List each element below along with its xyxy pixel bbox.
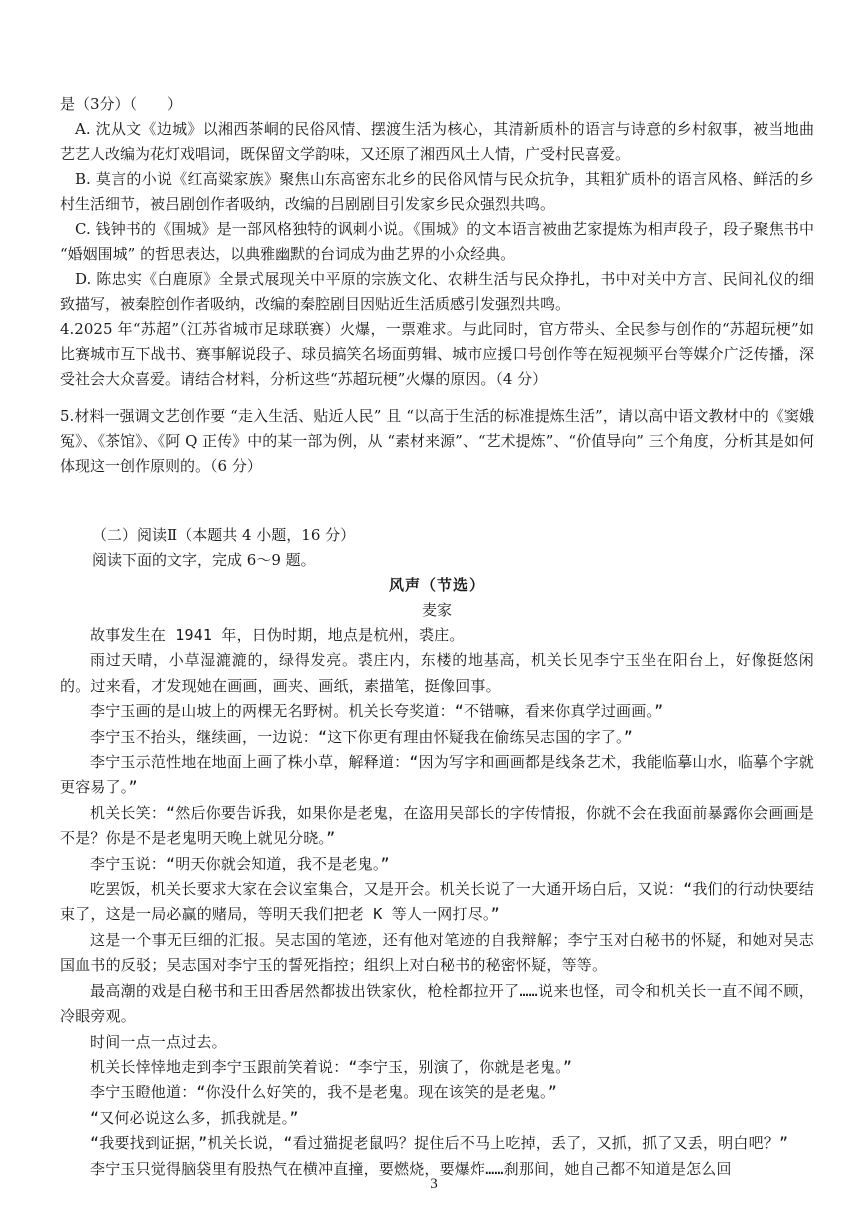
story-author: 麦家	[421, 601, 452, 619]
question-3-tail: 是（3分）（ ）	[60, 95, 183, 113]
section-instruction: 阅读下面的文字，完成 6～9 题。	[92, 551, 316, 569]
story-paragraph: 李宁玉只觉得脑袋里有股热气在横冲直撞，要燃烧，要爆炸……刹那间，她自己都不知道是怎么回	[90, 1159, 732, 1178]
story-title: 风声（节选）	[388, 576, 485, 594]
story-paragraph: 故事发生在 1941 年，日伪时期，地点是杭州，裘庄。	[90, 626, 465, 644]
story-paragraph: 机关长悻悻地走到李宁玉跟前笑着说：“李宁玉，别演了，你就是老鬼。”	[90, 1057, 573, 1076]
story-paragraph: 雨过天晴，小草湿漉漉的，绿得发亮。裘庄内，东楼的地基高，机关长见李宁玉坐在阳台上，好像挺悠闲的。过来看，才发现她在画画，画夹、画纸，素描笔，挺像回事。	[60, 651, 814, 695]
option-b: B. 莫言的小说《红高粱家族》聚焦山东高密东北乡的民俗风情与民众抗争，其粗犷质朴的语言风格、鲜活的乡村生活细节，被吕剧创作者吸纳，改编的吕剧剧目引发家乡民众强烈共鸣。	[60, 170, 814, 213]
option-a: A. 沈从文《边城》以湘西茶峒的民俗风情、摆渡生活为核心，其清新质朴的语言与诗意的乡村叙事，被当地曲艺艺人改编为花灯戏唱词，既保留文学韵味，又还原了湘西风土人情，广受村民喜爱。	[60, 120, 814, 163]
story-body	[60, 623, 814, 1182]
story-paragraph: 李宁玉画的是山坡上的两棵无名野树。机关长夸奖道：“不错嘛，看来你真学过画画。”	[90, 702, 664, 721]
spacer	[60, 479, 814, 523]
question-5: 5.材料一强调文艺创作要 “走入生活、贴近人民” 且 “以高于生活的标准提炼生活”，请以高中语文教材中的《窦娥冤》、《茶馆》、《阿 Q 正传》中的某一部为例，从 “素材来源”、“艺术提炼”、“价值导向” 三个角度，分析其是如何体现这一创作原则的。（6 分）	[60, 407, 814, 475]
story-paragraph: 时间一点一点过去。	[90, 1032, 227, 1051]
story-paragraph: “又何必说这么多，抓我就是。”	[90, 1108, 299, 1127]
story-paragraph: 李宁玉不抬头，继续画，一边说：“这下你更有理由怀疑我在偷练吴志国的字了。”	[90, 727, 633, 746]
story-paragraph: 李宁玉说：“明天你就会知道，我不是老鬼。”	[90, 854, 390, 873]
story-paragraph: 机关长笑：“然后你要告诉我，如果你是老鬼，在盗用吴部长的字传情报，你就不会在我面前暴露你会画画是不是？你是不是老鬼明天晚上就见分晓。”	[60, 803, 814, 848]
section-title: （二）阅读Ⅱ（本题共 4 小题，16 分）	[92, 526, 356, 544]
story-paragraph: “我要找到证据，”机关长说，“看过猫捉老鼠吗？捉住后不马上吃掉，丢了，又抓，抓了又丢，明白吧？”	[90, 1134, 789, 1153]
story-paragraph: 李宁玉示范性地在地面上画了株小草，解释道：“因为写字和画画都是线条艺术，我能临摹山水，临摹个字就更容易了。”	[60, 753, 814, 797]
story-paragraph: 吃罢饭，机关长要求大家在会议室集合，又是开会。机关长说了一大通开场白后，又说：“我们的行动快要结束了，这是一局必赢的赌局，等明天我们把老 K 等人一网打尽。”	[60, 880, 814, 924]
page-number: 3	[430, 1176, 438, 1192]
spacer	[60, 392, 814, 404]
question-4: 4.2025 年“苏超”（江苏省城市足球联赛）火爆，一票难求。与此同时，官方带头、全民参与创作的“苏超玩梗”如比赛城市互下战书、赛事解说段子、球员搞笑名场面剪辑、城市应援口号创作等在短视频平台等媒介广泛传播，深受社会大众喜爱。请结合材料，分析这些“苏超玩梗”火爆的原因。（4 分）	[60, 320, 814, 388]
story-paragraph: 最高潮的戏是白秘书和王田香居然都拔出铁家伙，枪栓都拉开了……说来也怪，司令和机关长一直不闻不顾，冷眼旁观。	[60, 981, 814, 1026]
exam-page	[60, 92, 814, 1182]
story-paragraph: 这是一个事无巨细的汇报。吴志国的笔迹，还有他对笔迹的自我辩解；李宁玉对白秘书的怀疑，和她对吴志国血书的反驳；吴志国对李宁玉的誓死指控；组织上对白秘书的秘密怀疑，等等。	[60, 930, 814, 975]
option-d: D. 陈忠实《白鹿原》全景式展现关中平原的宗族文化、农耕生活与民众挣扎，书中对关中方言、民间礼仪的细致描写，被秦腔创作者吸纳，改编的秦腔剧目因贴近生活质感引发强烈共鸣。	[60, 270, 814, 313]
story-paragraph: 李宁玉瞪他道：“你没什么好笑的，我不是老鬼。现在该笑的是老鬼。”	[90, 1083, 557, 1102]
option-c: C. 钱钟书的《围城》是一部风格独特的讽刺小说。《围城》的文本语言被曲艺家提炼为相声段子，段子聚焦书中 “婚姻围城” 的哲思表达，以典雅幽默的台词成为曲艺界的小众经典。	[60, 220, 814, 263]
